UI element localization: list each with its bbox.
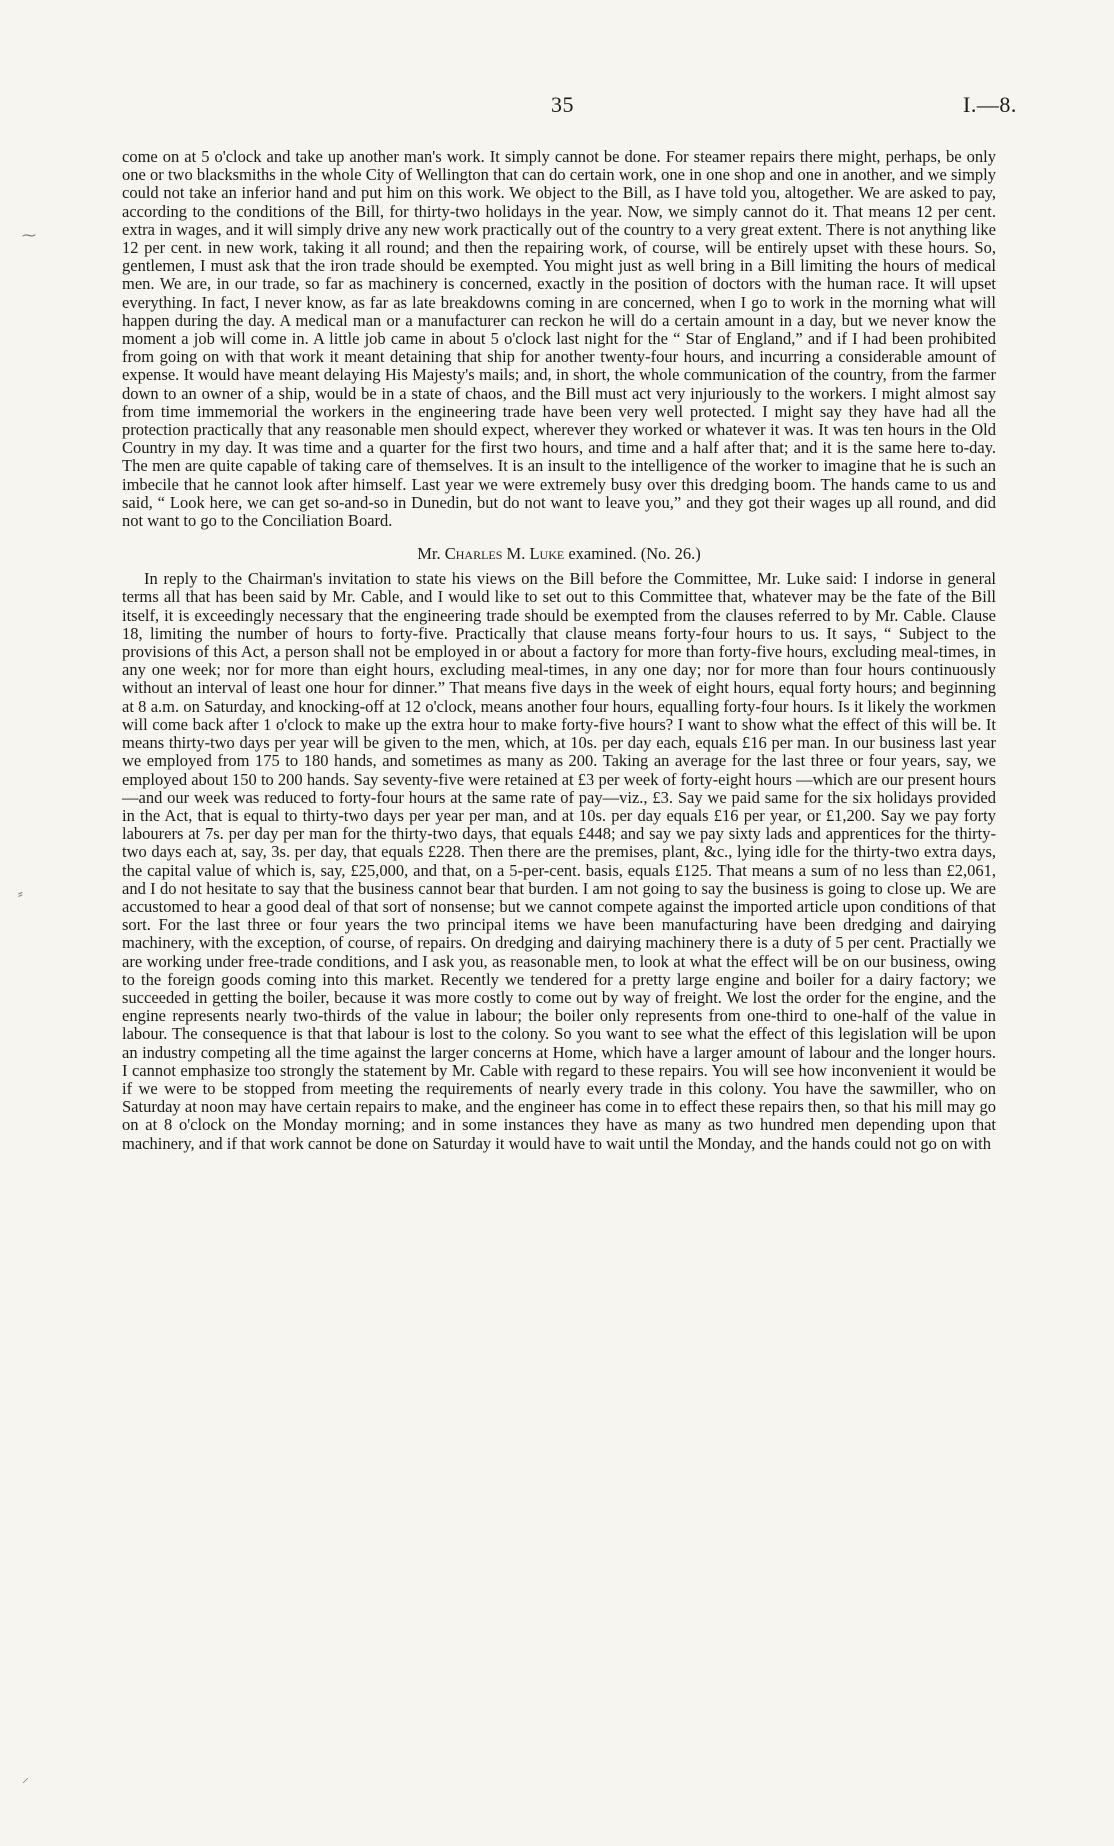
margin-pencil-mark: ⸝ (22, 1770, 29, 1786)
margin-pencil-mark: ⸗ (18, 886, 23, 902)
witness-title: Mr. (417, 544, 441, 564)
margin-pencil-mark: ⁓ (22, 228, 36, 244)
testimony-paragraph: come on at 5 o'clock and take up another man's work. It simply cannot be done. For steamer repairs there might, perhaps, be only one or two blacksmiths in the whole City of Wellington that can do certain work, one in one shop and one in another, and we simply could not take an inferior hand and put him on this work. We object to the Bill, as I have told you, altogether. We are asked to pay, according to the conditions of the Bill, for thirty-two holidays in the year. Now, we simply cannot do it. That means 12 per cent. extra in wages, and it will simply drive any new work practically out of the country to a very great extent. There is not anything like 12 per cent. in new work, taking it all round; and then the repairing work, of course, will be entirely upset with these hours. So, gentlemen, I must ask that the iron trade should be exempted. You might just as well bring in a Bill limiting the hours of medical men. We are, in our trade, so far as machinery is concerned, exactly in the position of doctors with the human race. It will upset everything. In fact, I never know, as far as late breakdowns coming in are concerned, when I go to work in the morning what will happen during the day. A medical man or a manufacturer can reckon he will do a certain amount in a day, but we never know the moment a job will come in. A little job came in about 5 o'clock last night for the “ Star of England,” and if I had been prohibited from going on with that work it meant detaining that ship for another twenty-four hours, and incurring a considerable amount of expense. It would have meant delaying His Majesty's mails; and, in short, the whole communication of the country, from the farmer down to an owner of a ship, would be in a state of chaos, and the Bill must act very injuriously to the workers. I might almost say from time immemorial the workers in the engineering trade have been very well protected. I might say they have had all the protection practically that any reasonable men should expect, wherever they worked or whatever it was. It was ten hours in the Old Country in my day. It was time and a quarter for the first two hours, and time and a half after that; and it is the same here to-day. The men are quite capable of taking care of themselves. It is an insult to the intelligence of the worker to imagine that he is such an imbecile that he cannot look after himself. Last year we were extremely busy over this dredging boom. The hands came to us and said, “ Look here, we can get so-and-so in Dunedin, but do not want to leave you,” and they got their wages up all round, and did not want to go to the Conciliation Board. (122, 147, 996, 531)
witness-examined-note: examined. (No. 26.) (568, 544, 701, 564)
document-reference: I.—8. (963, 92, 1017, 117)
witness-name: Charles M. Luke (444, 544, 565, 564)
witness-heading (122, 544, 996, 564)
page-number: 35 (551, 92, 574, 117)
testimony-paragraph: In reply to the Chairman's invitation to state his views on the Bill before the Committee, Mr. Luke said: I indorse in general terms all that has been said by Mr. Cable, and I would like to set out to this Committee that, whatever may be the fate of the Bill itself, it is exceedingly necessary that the engineering trade should be exempted from the clauses referred to by Mr. Cable. Clause 18, limiting the number of hours to forty-five. Practically that clause means forty-four hours to us. It says, “ Subject to the provisions of this Act, a person shall not be employed in or about a factory for more than forty-five hours, excluding meal-times, in any one week; nor for more than eight hours, excluding meal-times, in any one day; nor for more than four hours continuously without an interval of least one hour for dinner.” That means five days in the week of eight hours, equal forty hours; and beginning at 8 a.m. on Saturday, and knocking-off at 12 o'clock, means another four hours, equalling forty-four hours. Is it likely the workmen will come back after 1 o'clock to make up the extra hour to make forty-five hours? I want to show what the effect of this will be. It means thirty-two days per year will be given to the men, which, at 10s. per day each, equals £16 per man. In our business last year we employed from 175 to 180 hands, and sometimes as many as 200. Taking an average for the last three or four years, say, we employed about 150 to 200 hands. Say seventy-five were retained at £3 per week of forty-eight hours —which are our present hours—and our week was reduced to forty-four hours at the same rate of pay—viz., £3. Say we paid same for the six holidays provided in the Act, that is equal to thirty-two days per year per man, and at 10s. per day equals £16 per year, or £1,200. Say we pay forty labourers at 7s. per day per man for the thirty-two days, that equals £448; and say we pay sixty lads and apprentices for the thirty-two days each at, say, 3s. per day, that equals £228. Then there are the premises, plant, &c., lying idle for the thirty-two extra days, the capital value of which is, say, £25,000, and that, on a 5-per-cent. basis, equals £125. That means a sum of no less than £2,061, and I do not hesitate to say that the business cannot bear that burden. I am not going to say the business is going to close up. We are accustomed to hear a good deal of that sort of nonsense; but we cannot compete against the imported article upon conditions of that sort. For the last three or four years the two principal items we have been manufacturing have been dredging and dairying machinery, with the exception, of course, of repairs. On dredging and dairying machinery there is a duty of 5 per cent. Practially we are working under free-trade conditions, and I ask you, as reasonable men, to look at what the effect will be on our business, owing to the foreign goods coming into this market. Recently we tendered for a pretty large engine and boiler for a dairy factory; we succeeded in getting the boiler, because it was more costly to come out by way of freight. We lost the order for the engine, and the engine represents nearly two-thirds of the value in labour; the boiler only represents from one-third to one-half of the value in labour. The consequence is that that labour is lost to the colony. So you want to see what the effect of this legislation will be upon an industry competing all the time against the larger concerns at Home, which have a larger amount of labour and the longer hours. I cannot emphasize too strongly the statement by Mr. Cable with regard to these repairs. You will see how inconvenient it would be if we were to be stopped from meeting the requirements of nearly every trade in this colony. You have the sawmiller, who on Saturday at noon may have certain repairs to make, and the engineer has come in to effect these repairs then, so that his mill may go on at 8 o'clock on the Monday morning; and in some instances they have as many as two hundred men depending upon that machinery, and if that work cannot be done on Saturday it would have to wait until the Monday, and the hands could not go on with (122, 569, 996, 1153)
body-text (122, 148, 996, 1153)
